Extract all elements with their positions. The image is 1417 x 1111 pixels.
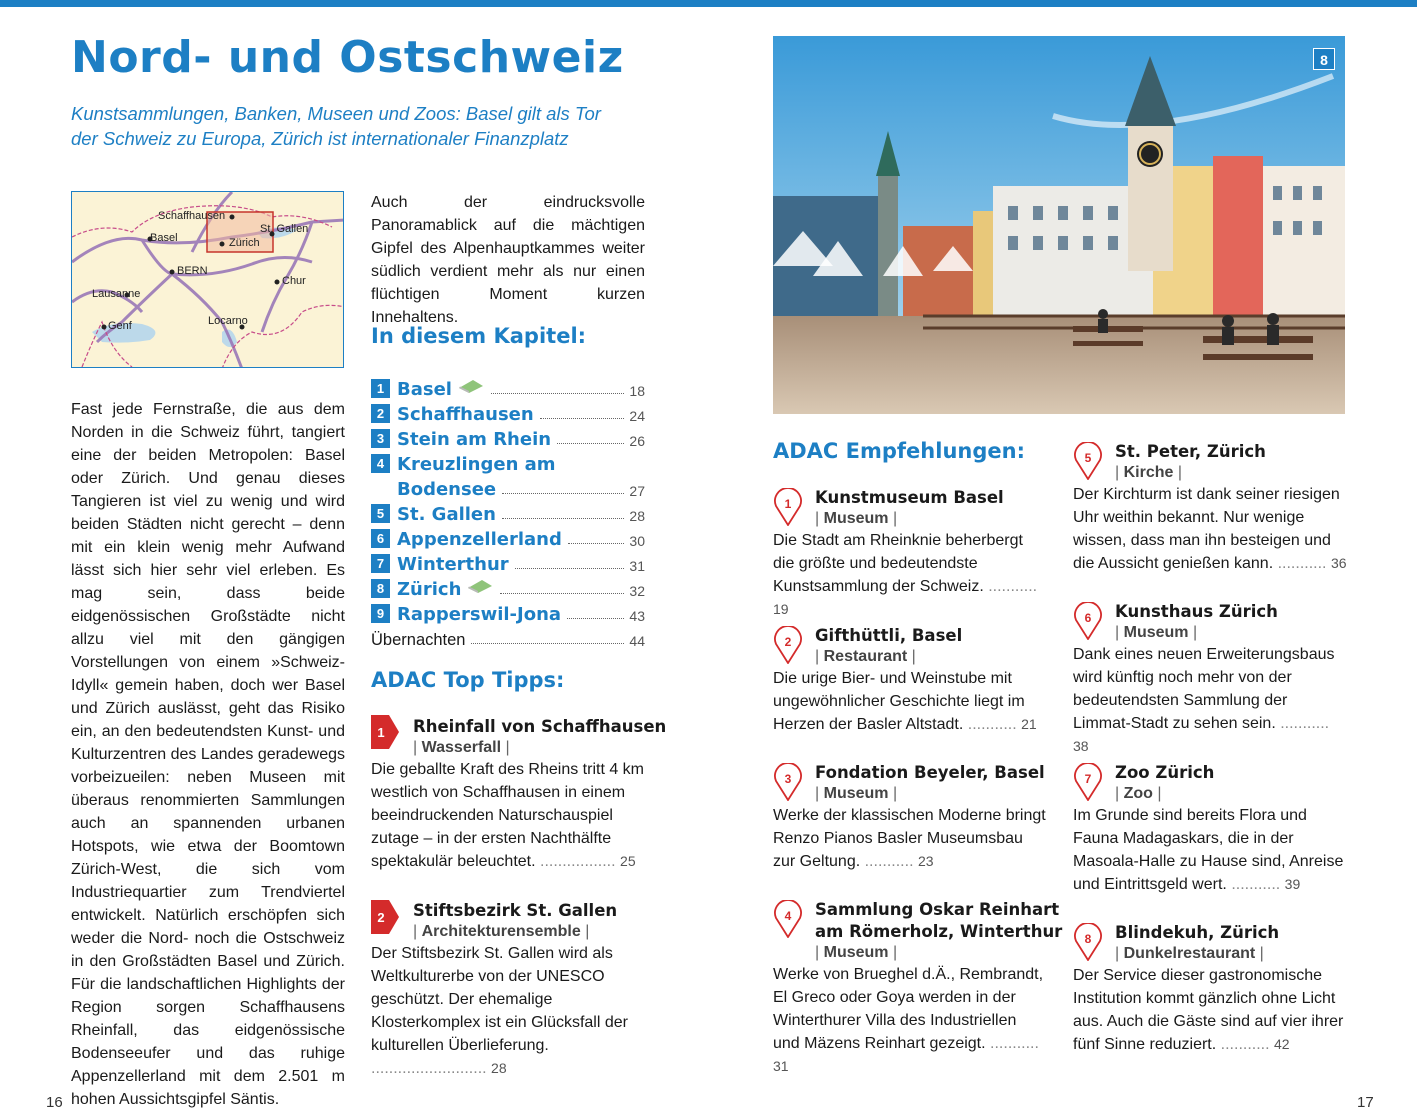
recommendation-title: Kunsthaus Zürich: [1115, 602, 1278, 621]
toc-label: Stein am Rhein: [397, 429, 552, 450]
toc-label: Schaffhausen: [397, 404, 534, 425]
leader-dots: [515, 568, 625, 569]
recommendation-item: [1073, 602, 1347, 758]
toc-item[interactable]: [371, 625, 645, 650]
zurich-cityscape-image: [773, 36, 1345, 414]
toc-label: Übernachten: [371, 631, 466, 649]
toc-page: 32: [629, 583, 645, 599]
toc-label: Winterthur: [397, 554, 509, 575]
toc-number: 9: [371, 604, 390, 623]
map-label-lausanne: Lausanne: [92, 288, 141, 300]
map-label-genf: Genf: [108, 320, 132, 332]
region-map: [71, 191, 344, 368]
toc-number: 3: [371, 429, 390, 448]
recommendation-text: Der Kirchturm ist dank seiner riesigen Uhr weithin bekannt. Nur wenige wissen, dass man ihn besteigen und die Aussicht genießen kann. ........... 36: [1073, 486, 1347, 572]
recommendation-title: Gifthüttli, Basel: [815, 626, 963, 645]
top-tip-category: | Architekturensemble |: [413, 923, 590, 940]
toc-page: 18: [629, 383, 645, 399]
guide-book-icon: [466, 578, 494, 594]
top-tip-text: Der Stiftsbezirk St. Gallen wird als Weltkulturerbe von der UNESCO geschützt. Der ehemalige Klosterkomplex ist ein Glücksfall der kulturellen Überlieferung. .......................... 28: [371, 945, 628, 1077]
toc-page: 31: [629, 558, 645, 574]
toc-page: 26: [629, 433, 645, 449]
leader-dots: [557, 443, 624, 444]
top-tip-category: | Wasserfall |: [413, 739, 510, 756]
recommendation-number: 3: [784, 772, 792, 786]
toc-item[interactable]: [371, 550, 645, 575]
recommendation-item: [773, 488, 1047, 621]
recommendation-category: | Kirche |: [1115, 464, 1183, 481]
map-label-schaffhausen: Schaffhausen: [158, 210, 226, 222]
toc-label: Rapperswil-Jona: [397, 604, 562, 625]
recommendation-text: Werke von Brueghel d.Ä., Rembrandt, El Greco oder Goya werden in der Winterthurer Villa des Industriellen und Mäzens Reinhart gezeigt. ........... 31: [773, 966, 1044, 1074]
recommendation-item: [1073, 442, 1347, 575]
toc-page: 27: [629, 483, 645, 499]
leader-dots: [567, 618, 624, 619]
page-number-left: 16: [46, 1094, 63, 1111]
recommendation-category: | Zoo |: [1115, 785, 1162, 802]
toc-item[interactable]: [371, 500, 645, 525]
top-tips-heading: ADAC Top Tipps:: [371, 668, 565, 692]
toc-number: 6: [371, 529, 390, 548]
toc-label: St. Gallen: [397, 504, 496, 525]
toc-item[interactable]: [371, 600, 645, 625]
map-label-locarno: Locarno: [208, 315, 248, 327]
recommendation-category: | Museum |: [1115, 624, 1198, 641]
recommendation-text: Die urige Bier- und Weinstube mit ungewöhnlicher Geschichte liegt im Herzen der Basler Altstadt. ........... 21: [773, 670, 1037, 733]
recommendation-item: [773, 626, 1047, 736]
toc-item[interactable]: [371, 450, 645, 475]
recommendation-number: 7: [1084, 772, 1092, 786]
zurich-photo: [773, 36, 1345, 414]
recommendation-item: [1073, 923, 1347, 1056]
toc-item-continuation[interactable]: [371, 475, 645, 500]
panorama-text: Auch der eindrucksvolle Panoramablick auf die mächtigen Gipfel des Alpenhauptkammes weiter südlich verdient mehr als nur einen flüchtigen Moment kurzen Innehaltens.: [371, 194, 645, 326]
recommendation-category: | Museum |: [815, 510, 898, 527]
recommendation-number: 2: [784, 635, 792, 649]
leader-dots: [540, 418, 625, 419]
toc-page: 24: [629, 408, 645, 424]
recommendation-text: Im Grunde sind bereits Flora und Fauna Madagaskars, die in der Masoala-Halle zu Hause sind, Anreise und Eintrittsgeld wert. ........... 39: [1073, 807, 1344, 893]
intro-body-text: Fast jede Fernstraße, die aus dem Norden in die Schweiz führt, tangiert eine der beiden Metropolen: Basel oder Zürich. Und genau dieses Tangieren ist viel zu wenig und wird beiden Städten nicht gerecht – denn mit ein klein wenig mehr Aufwand lässt sich hier sehr viel erleben. Es mag sein, dass beide eidgenössischen Großstädte nicht allzu viel mit den gängigen Vorstellungen von einem »Schweiz-Idyll« gemein haben, doch wer Basel und Zürich auslässt, geht das Risiko ein, an den bedeutendsten Kunst- und Kulturzentren des Landes geradewegs vorbeizueilen: neben Museen mit überaus renommierten Sammlungen auch an spannenden urbanen Hotspots, wie etwa der Boomtown Zürich-West, die sich vom Industriequartier zum Trendviertel entwickelt. Natürlich erschöpfen sich weder die Nord- noch die Ostschweiz in den Großstädten Basel und Zürich. Für die landschaftlichen Highlights der Region sorgen Schaffhausens Rheinfall, das eidgenössische Bodenseeufer und das ruhige Appenzellerland mit dem 2.501 m hohen Aussichtsgipfel Säntis.: [71, 401, 345, 1108]
toc-item[interactable]: [371, 525, 645, 550]
recommendation-text: Der Service dieser gastronomische Institution kommt gänzlich ohne Licht aus. Auch die Gäste sind auf vier ihrer fünf Sinne reduziert. ........... 42: [1073, 967, 1344, 1053]
leader-dots: [491, 393, 624, 394]
chapter-badge: 8: [1313, 48, 1335, 70]
top-tip-item: [371, 717, 667, 873]
recommendation-title: Kunstmuseum Basel: [815, 488, 1004, 507]
recommendation-category: | Dunkelrestaurant |: [1115, 945, 1264, 962]
toc-number: 2: [371, 404, 390, 423]
page-number-right: 17: [1357, 1094, 1374, 1111]
recommendation-category: | Restaurant |: [815, 648, 916, 665]
recommendation-number: 4: [784, 909, 792, 923]
leader-dots: [502, 493, 624, 494]
top-tip-title: Stiftsbezirk St. Gallen: [413, 901, 618, 920]
top-tip-text: Die geballte Kraft des Rheins tritt 4 km westlich von Schaffhausen in einem beeindruckenden Naturschauspiel zutage – in der ersten Nachthälfte spektakulär beleuchtet. ................. 25: [371, 761, 645, 870]
guide-book-icon: [457, 378, 485, 394]
recommendation-title: Sammlung Oskar Reinhart: [815, 900, 1060, 919]
recommendation-title: Zoo Zürich: [1115, 763, 1215, 782]
toc-item[interactable]: [371, 400, 645, 425]
recommendation-title-continued: am Römerholz, Winterthur: [815, 922, 1063, 941]
leader-dots: [471, 643, 624, 644]
toc-page: 43: [629, 608, 645, 624]
recommendation-category: | Museum |: [815, 785, 898, 802]
chapter-intro: Kunstsammlungen, Banken, Museen und Zoos: Basel gilt als Tor der Schweiz zu Europa, Zürich ist internationaler Finanzplatz: [71, 103, 601, 149]
recommendation-title: St. Peter, Zürich: [1115, 442, 1266, 461]
top-tip-item: [371, 901, 645, 1080]
toc-number: 8: [371, 579, 390, 598]
toc-page: 30: [629, 533, 645, 549]
chapter-toc: [371, 375, 645, 650]
leader-dots: [500, 593, 624, 594]
leader-dots: [568, 543, 625, 544]
toc-label: Basel: [397, 379, 452, 400]
recommendation-text: Werke der klassischen Moderne bringt Renzo Pianos Basler Museumsbau zur Geltung. ........... 23: [773, 807, 1046, 870]
map-label-chur: Chur: [282, 275, 306, 287]
chapter-heading: In diesem Kapitel:: [371, 324, 587, 348]
top-tip-number: 1: [377, 725, 385, 740]
recommendation-category: | Museum |: [815, 944, 898, 961]
recommendation-item: [1073, 763, 1347, 896]
toc-page: 44: [629, 633, 645, 649]
map-label-bern: BERN: [177, 265, 208, 277]
toc-item[interactable]: [371, 575, 645, 600]
recommendation-number: 6: [1084, 611, 1092, 625]
recommendation-number: 1: [784, 497, 792, 511]
toc-number: 1: [371, 379, 390, 398]
toc-label: Appenzellerland: [397, 529, 562, 550]
toc-item[interactable]: [371, 375, 645, 400]
toc-label: Kreuzlingen am: [397, 454, 556, 475]
toc-number: 5: [371, 504, 390, 523]
recommendation-item: [773, 900, 1063, 1078]
toc-item[interactable]: [371, 425, 645, 450]
toc-label: Zürich: [397, 579, 462, 600]
toc-number: 4: [371, 454, 390, 473]
toc-page: 28: [629, 508, 645, 524]
map-label-basel: Basel: [150, 232, 178, 244]
map-label-zurich: Zürich: [229, 237, 260, 249]
recommendation-text: Dank eines neuen Erweiterungsbaus wird künftig noch mehr von der bedeutendsten Sammlung der Limmat-Stadt zu sehen sein. ........... 38: [1073, 646, 1335, 754]
recommendation-title: Blindekuh, Zürich: [1115, 923, 1280, 942]
page-title: Nord- und Ostschweiz: [71, 32, 624, 83]
recommendation-text: Die Stadt am Rheinknie beherbergt die größte und bedeutendste Kunstsammlung der Schweiz. ........... 19: [773, 532, 1038, 617]
recommendation-title: Fondation Beyeler, Basel: [815, 763, 1045, 782]
recommendations-heading: ADAC Empfehlungen:: [773, 439, 1025, 463]
toc-label: Bodensee: [397, 479, 497, 500]
top-accent-bar: [0, 0, 1417, 7]
recommendation-number: 5: [1084, 451, 1092, 465]
recommendation-item: [773, 763, 1047, 873]
recommendation-number: 8: [1084, 932, 1092, 946]
map-label-st-gallen: St. Gallen: [260, 223, 309, 235]
leader-dots: [502, 518, 624, 519]
toc-number: 7: [371, 554, 390, 573]
top-tip-number: 2: [377, 910, 385, 925]
top-tip-title: Rheinfall von Schaffhausen: [413, 717, 667, 736]
